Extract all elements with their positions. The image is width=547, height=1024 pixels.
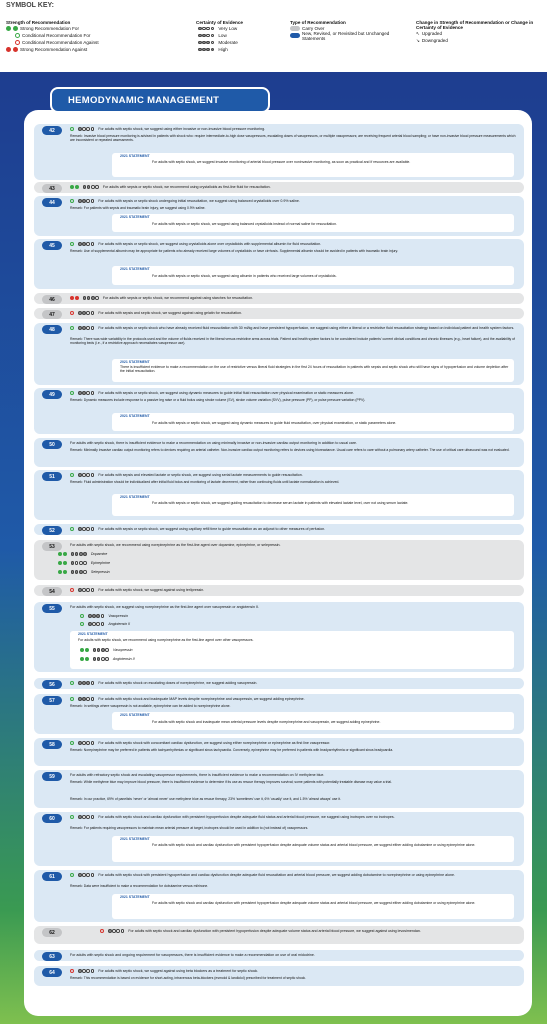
rec-58: 58 For adults with septic shock with concomitant cardiac dysfunction, we suggest using either norepinephrine or epinephrine as first line vasopressor. Remark: Norepinephrine may be preferred in patients with tachyarrhythmias or significant sinus tachycardia. Conversely, epinephrine may be preferred in patients with bradyarrhythmia or significant sinus bradycardia. bbox=[34, 738, 524, 766]
key-type-heading: Type of Recommendation bbox=[290, 20, 346, 25]
key-very-low: Very Low bbox=[196, 25, 243, 32]
key-strong-for: Strong Recommendation For bbox=[6, 25, 99, 32]
section-title: HEMODYNAMIC MANAGEMENT bbox=[50, 87, 270, 113]
rec-55: 55 For adults with septic shock, we suggest using norepinephrine as the first-line agent over vasopressin or angiotensin II. Vasopressin Angiotensin II 2021 STATEMENT For adults with septic shock, we recommend using norepinephrine as the first-line agent over other vasopressors. Vasopressin Angiotensin II bbox=[34, 602, 524, 672]
rec-44: 44 For adults with sepsis or septic shock undergoing initial resuscitation, we suggest using balanced crystalloids over 0.9% saline. Remark: For patients with sepsis and traumatic brain injury, we suggest using 0.9% saline. 2021 STATEMENT For adults with sepsis or septic shock, we suggest using balanced crystalloids instead of normal saline for resuscitation. bbox=[34, 196, 524, 236]
key-cond-for: Conditional Recommendation For bbox=[6, 32, 99, 39]
statement-2021: 2021 STATEMENT For adults with septic shock, we suggest invasive monitoring of arterial blood pressure over noninvasive monitoring, as soon as practical and if resources are available. bbox=[112, 153, 514, 177]
key-low: Low bbox=[196, 32, 243, 39]
rec-61: 61 For adults with septic shock with persistent hypoperfusion and cardiac dysfunction despite adequate fluid resuscitation and arterial blood pressure, we suggest adding dobutamine to norepinephrine or using epinephrine alone. Remark: Data were insufficient to make a recommendation for dobutamine versus milrinone. 2021 STATEMENT For adults with septic shock and cardiac dysfunction with persistent hypoperfusion despite adequate volume status and arterial blood pressure, we suggest either adding dobutamine or using epinephrine alone. bbox=[34, 870, 524, 922]
key-certainty-heading: Certainty of Evidence bbox=[196, 20, 243, 25]
statement-2021: 2021 STATEMENT For adults with septic shock, we recommend using norepinephrine as the first-line agent over other vasopressors. Vasopressin Angiotensin II bbox=[70, 631, 514, 669]
rec-42: 42 For adults with septic shock, we suggest using either invasive or non-invasive blood pressure monitoring. Remark: Invasive blood pressure monitoring is advised in patients with shock who: require intermediate-to-high dose vasopressors, escalating doses of vasopressors, or multiple vasopressors; are receiving frequent arterial blood sampling; or have non-invasive blood pressure measurements which are inconsistent or repeated assessments. 2021 STATEMENT For adults with septic shock, we suggest invasive monitoring of arterial blood pressure over noninvasive monitoring, as soon as practical and if resources are available. bbox=[34, 124, 524, 180]
statement-2021: 2021 STATEMENT For adults with sepsis or septic shock, we suggest using dynamic measures to guide fluid resuscitation, over physical examination, or static parameters alone. bbox=[112, 413, 514, 431]
rec-63: 63 For adults with septic shock and ongoing requirement for vasopressors, there is insufficient evidence to make a recommendation on use of oral midodrine. bbox=[34, 950, 524, 961]
key-change bbox=[416, 20, 540, 44]
statement-2021: 2021 STATEMENT For adults with septic shock and cardiac dysfunction with persistent hypoperfusion despite adequate volume status and arterial blood pressure, we suggest either adding dobutamine or using epinephrine alone. bbox=[112, 836, 514, 862]
rec-48: 48 For adults with sepsis or septic shock who have already received fluid resuscitation with 30 ml/kg and have persistent hypoperfusion, we suggest using either a liberal or a restrictive fluid resuscitation strategy based on individual patient and health system factors. Remark: There was wide variability in the protocols used and the volume of fluids received in the liberal versus restrictive arms across trials. Patient and health system factors to be considered include patients' current clinical conditions and chronic illnesses (e.g., heart failure), and the availability of monitoring beds (i.e., if a restrictive approach necessitates vasopressor use). 2021 STATEMENT There is insufficient evidence to make a recommendation on the use of restrictive versus liberal fluid strategies in the first 24 hours of resuscitation in patients with sepsis and septic shock who still have signs of hypoperfusion and volume depletion after the initial resuscitation. bbox=[34, 323, 524, 385]
statement-2021: 2021 STATEMENT There is insufficient evidence to make a recommendation on the use of restrictive versus liberal fluid strategies in the first 24 hours of resuscitation in patients with sepsis and septic shock who still have signs of hypoperfusion and volume depletion after the initial resuscitation. bbox=[112, 359, 514, 382]
rec-62: 62 For adults with septic shock and cardiac dysfunction with persistent hypoperfusion despite adequate volume status and arterial blood pressure, we suggest against using levosimendan. bbox=[34, 926, 524, 944]
key-change-heading: Change in Strength of Recommendation or Change in Certainty of Evidence bbox=[416, 20, 534, 30]
rec-51: 51 For adults with sepsis and elevated lactate or septic shock, we suggest using serial lactate measurements to guide resuscitation. Remark: Fluid administration should be individualized after initial fluid bolus and monitoring of lactate decrement, rather than continuing fluids until lactate normalization is achieved. 2021 STATEMENT For adults with sepsis or septic shock, we suggest guiding resuscitation to decrease serum lactate in patients with elevated lactate level, over not using serum lactate. bbox=[34, 470, 524, 520]
rec-53: 53 For adults with septic shock, we recommend using norepinephrine as the first-line agent over dopamine, epinephrine, or selepressin. Dopamine Epinephrine Selepressin bbox=[34, 540, 524, 580]
key-type bbox=[290, 20, 402, 43]
statement-2021: 2021 STATEMENT For adults with sepsis or septic shock, we suggest using balanced crystalloids instead of normal saline for resuscitation. bbox=[112, 214, 514, 232]
rec-52: 52 For adults with sepsis or septic shock, we suggest using capillary refill time to guide resuscitation as an adjunct to other measures of perfusion. bbox=[34, 524, 524, 535]
key-high: High bbox=[196, 46, 243, 53]
statement-2021: 2021 STATEMENT For adults with septic shock and cardiac dysfunction with persistent hypoperfusion despite adequate volume status and arterial blood pressure, we suggest either adding dobutamine or using epinephrine alone. bbox=[112, 894, 514, 919]
rec-47: 47 For adults with sepsis and septic shock, we suggest against using gelatin for resuscitation. bbox=[34, 308, 524, 319]
statement-2021: 2021 STATEMENT For adults with sepsis or septic shock, we suggest using albumin in patients who received large volumes of crystalloids. bbox=[112, 266, 514, 285]
rec-54: 54 For adults with septic shock, we suggest against using terlipressin. bbox=[34, 585, 524, 596]
rec-text: For adults with septic shock, we suggest using either invasive or non-invasive blood pressure monitoring. bbox=[98, 127, 266, 131]
rec-remark: Remark: Invasive blood pressure monitoring is advised in patients with shock who: require intermediate-to-high dose vasopressors, escalating doses of vasopressors, or multiple vasopressors; are receiving frequent arterial blood sampling; or have non-invasive blood pressure measurements which are inconsistent or repeated assessments. bbox=[70, 134, 516, 143]
upgraded-arrow-icon: ↖ bbox=[416, 30, 420, 36]
rec-43: 43 For adults with sepsis or septic shock, we recommend using crystalloids as first-line fluid for resuscitation. bbox=[34, 182, 524, 193]
key-moderate: Moderate bbox=[196, 39, 243, 46]
rec-64: 64 For adults with septic shock, we suggest against using beta blockers as a treatment for septic shock. Remark: This recommendation is based on evidence for short-acting, intravenous beta-blockers (esmolol & landiolol) prescribed for treatment of septic shock. bbox=[34, 966, 524, 986]
key-upgraded: ↖ Upgraded bbox=[416, 30, 443, 36]
rec-45: 45 For adults with sepsis or septic shock, we suggest using crystalloids alone over crystalloids with supplemental albumin for fluid resuscitation. Remark: Use of supplemental albumin may be appropriate for patients who already received large volumes of crystalloids or have cirrhosis. Supplemental albumin should be avoided in patients with traumatic brain injury. 2021 STATEMENT For adults with sepsis or septic shock, we suggest using albumin in patients who received large volumes of crystalloids. bbox=[34, 239, 524, 289]
statement-2021: 2021 STATEMENT For adults with sepsis or septic shock, we suggest guiding resuscitation to decrease serum lactate in patients with elevated lactate level, over not using serum lactate. bbox=[112, 494, 514, 516]
symbol-key bbox=[0, 0, 547, 70]
rec-57: 57 For adults with septic shock and inadequate MAP levels despite norepinephrine and vasopressin, we suggest adding epinephrine. Remark: In settings where vasopressin is not available, epinephrine can be added to norepinephrine alone. 2021 STATEMENT For adults with septic shock and inadequate mean arterial pressure levels despite norepinephrine and vasopressin, we suggest adding epinephrine. bbox=[34, 694, 524, 734]
key-cond-against: Conditional Recommendation Against bbox=[6, 39, 99, 46]
key-title: SYMBOL KEY: bbox=[6, 2, 54, 9]
key-downgraded: ↘ Downgraded bbox=[416, 37, 448, 43]
key-strong-against: Strong Recommendation Against bbox=[6, 46, 99, 53]
downgraded-arrow-icon: ↘ bbox=[416, 37, 420, 43]
key-strength-heading: Strength of Recommendation bbox=[6, 20, 71, 25]
key-new-revised: New, Revised, or Revisited but Unchanged Statements bbox=[290, 32, 402, 43]
key-certainty bbox=[196, 20, 243, 53]
rec-59: 59 For adults with refractory septic shock and escalating vasopressor requirements, there is insufficient evidence to make a recommendation on IV methylene blue. Remark: While methylene blue may improve blood pressure, there is insufficient evidence to determine if its use as rescue therapy improves survival; some patients with potentially treatable disease may value a trial. Remark: In our practice, 69% of panelists 'never' or 'almost never' use methylene blue as rescue therapy, 23% 'sometimes' use it, 6% 'usually' use it, and 1.5% 'almost always' use it. bbox=[34, 770, 524, 808]
rec-49: 49 For adults with sepsis or septic shock, we suggest using dynamic measures to guide initial fluid resuscitation over physical examination or static measures alone. Remark: Dynamic measures include response to a passive leg raise or a fluid bolus using stroke volume (SV), stroke volume variation (SVV), pulse pressure (PP), or pulse pressure variation (PPV). 2021 STATEMENT For adults with sepsis or septic shock, we suggest using dynamic measures to guide fluid resuscitation, over physical examination, or static parameters alone. bbox=[34, 388, 524, 434]
statement-2021: 2021 STATEMENT For adults with septic shock and inadequate mean arterial pressure levels despite norepinephrine and vasopressin, we suggest adding epinephrine. bbox=[112, 712, 514, 730]
rec-46: 46 For adults with sepsis or septic shock, we recommend against using starches for resuscitation. bbox=[34, 293, 524, 304]
rec-50: 50 For adults with septic shock, there is insufficient evidence to make a recommendation on using minimally invasive or non-invasive cardiac output monitoring in addition to usual care. Remark: Minimally invasive cardiac output monitoring refers to devices requiring an arterial catheter. Non-invasive cardiac output monitoring refers to devices using bioreactance. Usual care refers to care without a pulmonary artery catheter. The use of critical care ultrasound was not evaluated. bbox=[34, 438, 524, 467]
key-strength bbox=[6, 20, 99, 53]
rec-60: 60 For adults with septic shock and cardiac dysfunction with persistent hypoperfusion despite adequate fluid status and arterial blood pressure, we suggest using inotropes over no inotropes. Remark: For patients requiring vasopressors to maintain mean arterial pressure at target, inotropes should be used in addition to (not instead of) vasopressors. 2021 STATEMENT For adults with septic shock and cardiac dysfunction with persistent hypoperfusion despite adequate volume status and arterial blood pressure, we suggest either adding dobutamine or using epinephrine alone. bbox=[34, 812, 524, 866]
key-carry-over: Carry Over bbox=[290, 25, 402, 32]
rec-56: 56 For adults with septic shock on escalating doses of norepinephrine, we suggest adding vasopressin. bbox=[34, 678, 524, 689]
